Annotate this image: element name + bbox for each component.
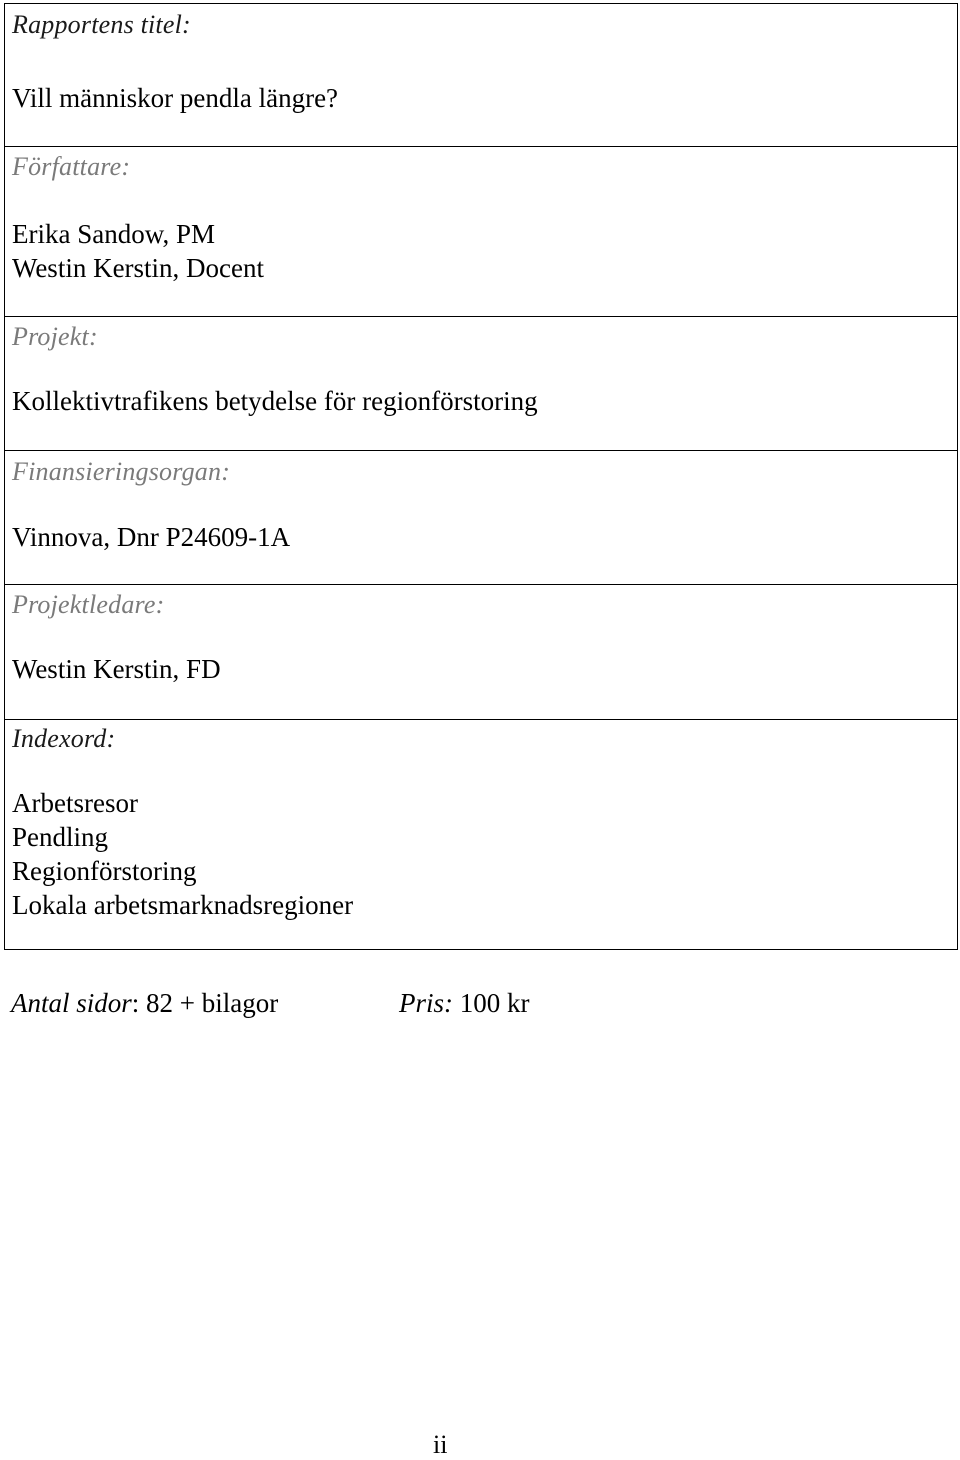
- project-label: Projekt:: [12, 322, 98, 351]
- section-keywords: [5, 719, 957, 949]
- price-value: 100 kr: [453, 988, 530, 1018]
- keyword-item: Lokala arbetsmarknadsregioner: [12, 890, 354, 920]
- section-project-leader: [5, 584, 957, 719]
- keyword-item: Pendling: [12, 822, 109, 852]
- project-leader-value: Westin Kerstin, FD: [12, 654, 221, 684]
- project-value: Kollektivtrafikens betydelse för regionförstoring: [12, 386, 538, 416]
- section-project: [5, 316, 957, 450]
- report-form-table: [4, 3, 958, 950]
- authors-label: Författare:: [12, 152, 131, 181]
- section-report-title: [5, 4, 957, 146]
- project-leader-label: Projektledare:: [12, 590, 165, 619]
- author-item: Erika Sandow, PM: [12, 219, 215, 249]
- keyword-item: Arbetsresor: [12, 788, 138, 818]
- author-item: Westin Kerstin, Docent: [12, 253, 265, 283]
- page-number: ii: [433, 1430, 448, 1459]
- price: [399, 986, 530, 1020]
- page-count: [11, 986, 278, 1020]
- report-title-value: Vill människor pendla längre?: [12, 83, 339, 113]
- report-title-label: Rapportens titel:: [12, 10, 191, 39]
- price-label: Pris:: [399, 988, 453, 1018]
- page-count-value: : 82 + bilagor: [131, 988, 279, 1018]
- keyword-item: Regionförstoring: [12, 856, 197, 886]
- section-authors: [5, 146, 957, 316]
- page-count-label: Antal sidor: [11, 988, 132, 1018]
- funding-label: Finansieringsorgan:: [12, 457, 231, 486]
- funding-value: Vinnova, Dnr P24609-1A: [12, 522, 291, 552]
- keywords-label: Indexord:: [12, 724, 116, 753]
- section-funding: [5, 450, 957, 584]
